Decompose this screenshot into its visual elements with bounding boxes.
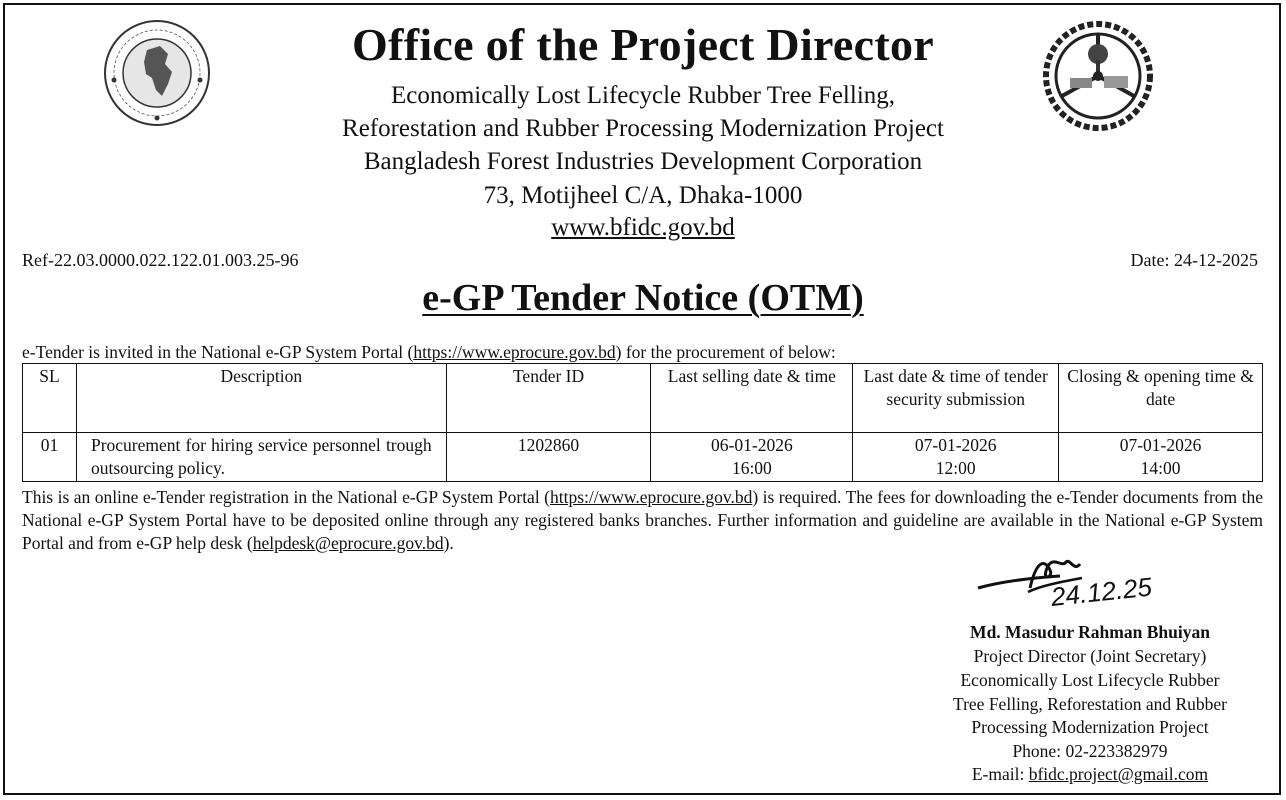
project-name-line-1: Economically Lost Lifecycle Rubber Tree Felling, xyxy=(390,82,896,109)
column-header-description: Description xyxy=(76,364,446,433)
column-header-last-selling: Last selling date & time xyxy=(651,364,853,433)
column-header-sl: SL xyxy=(23,364,77,433)
instructions-paragraph xyxy=(22,486,1263,555)
reference-number: Ref-22.03.0000.022.122.01.003.25-96 xyxy=(22,250,299,270)
notice-heading-text: e-GP Tender Notice (OTM) xyxy=(422,277,864,319)
last-selling-date: 06-01-2026 xyxy=(711,435,793,455)
instructions-part-1: This is an online e-Tender registration in the National e-GP System Portal ( xyxy=(22,487,550,507)
cell-closing-opening xyxy=(1059,433,1263,482)
signatory-name: Md. Masudur Rahman Bhuiyan xyxy=(970,622,1210,642)
office-address: 73, Motijheel C/A, Dhaka-1000 xyxy=(483,182,803,209)
security-time: 12:00 xyxy=(935,458,976,478)
column-header-closing-opening: Closing & opening time & date xyxy=(1059,364,1263,433)
table-header-row xyxy=(23,364,1263,433)
table-row xyxy=(23,433,1263,482)
intro-text-before: e-Tender is invited in the National e-GP System Portal ( xyxy=(22,342,414,362)
website-link-row xyxy=(0,214,1286,242)
intro-text xyxy=(22,342,836,363)
last-selling-time: 16:00 xyxy=(731,458,772,478)
signatory-project-line-1: Economically Lost Lifecycle Rubber xyxy=(960,670,1220,690)
instructions-part-3: ). xyxy=(443,533,454,553)
handwritten-signature xyxy=(970,548,1210,618)
cell-security-submission xyxy=(853,433,1059,482)
notice-date: Date: 24-12-2025 xyxy=(1130,250,1258,270)
signatory-phone: Phone: 02-223382979 xyxy=(1012,741,1168,761)
closing-time: 14:00 xyxy=(1140,458,1181,478)
instructions-part-2: ) is required. The fees for downloading the e-Tender documents from the National e-GP System Portal have to be deposited online through any registered banks branches. Further information and guideline are available in the National e-GP System Portal and from e-GP help desk ( xyxy=(22,487,1263,553)
signatory-project-line-3: Processing Modernization Project xyxy=(971,717,1209,737)
cell-description: Procurement for hiring service personnel trough outsourcing policy. xyxy=(76,433,446,482)
eprocure-link[interactable]: https://www.eprocure.gov.bd xyxy=(413,342,616,362)
office-title: Office of the Project Director xyxy=(352,19,934,70)
notice-heading xyxy=(0,276,1286,320)
signatory-email-row xyxy=(900,763,1280,787)
eprocure-link-2[interactable]: https://www.eprocure.gov.bd xyxy=(549,487,753,507)
tender-table xyxy=(22,363,1263,482)
website-link[interactable]: www.bfidc.gov.bd xyxy=(551,214,735,241)
organization-name: Bangladesh Forest Industries Development Corporation xyxy=(363,148,923,175)
signatory-project-line-2: Tree Felling, Reforestation and Rubber xyxy=(953,694,1227,714)
column-header-tender-id: Tender ID xyxy=(446,364,651,433)
cell-tender-id: 1202860 xyxy=(446,433,651,482)
intro-text-after: ) for the procurement of below: xyxy=(615,342,836,362)
cell-last-selling xyxy=(651,433,853,482)
signatory-designation: Project Director (Joint Secretary) xyxy=(973,646,1207,666)
email-label: E-mail: xyxy=(971,764,1029,784)
closing-date: 07-01-2026 xyxy=(1119,435,1202,455)
signatory-email-link[interactable]: bfidc.project@gmail.com xyxy=(1028,764,1209,784)
helpdesk-email-link[interactable]: helpdesk@eprocure.gov.bd xyxy=(252,533,444,553)
project-name-line-2: Reforestation and Rubber Processing Modernization Project xyxy=(342,115,944,142)
signature-date: 24.12.25 xyxy=(1049,571,1154,612)
cell-sl: 01 xyxy=(23,433,77,482)
column-header-security-submission: Last date & time of tender security submission xyxy=(853,364,1059,433)
security-date: 07-01-2026 xyxy=(914,435,997,455)
